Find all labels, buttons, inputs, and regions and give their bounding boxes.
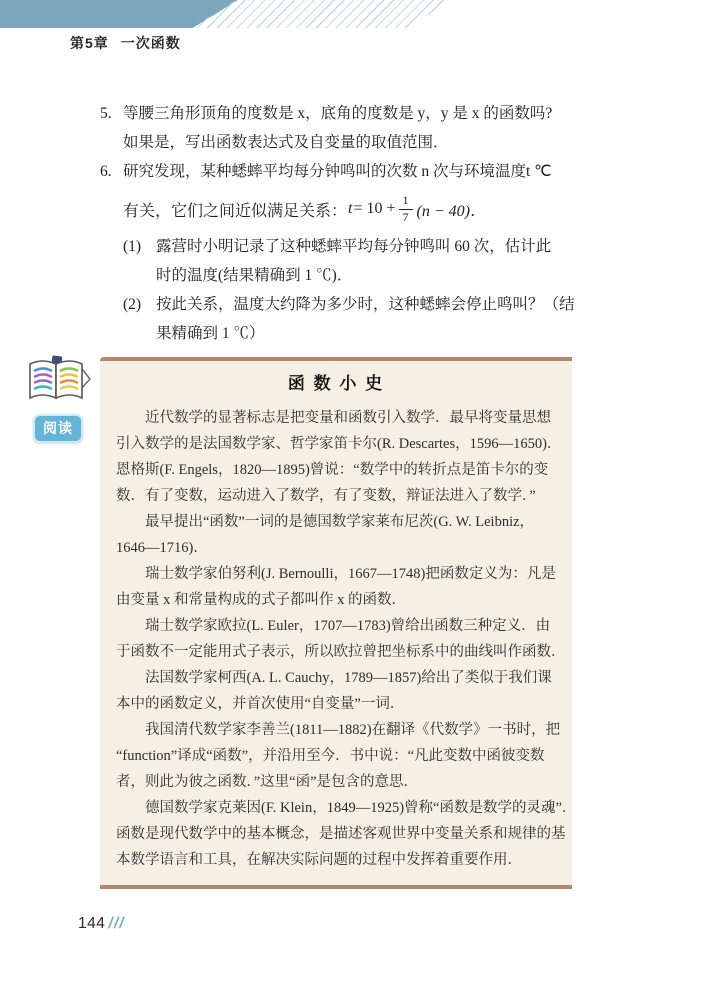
problem-line: 露营时小明记录了这种蟋蟀平均每分钟鸣叫 60 次，估计此 — [156, 238, 552, 255]
reading-line: 恩格斯(F. Engels，1820—1895)曾说：“数学中的转折点是笛卡尔的变 — [116, 462, 549, 478]
subpart-number: (1) — [123, 238, 142, 255]
subpart-text — [156, 232, 586, 290]
problem-number: 6. — [100, 163, 112, 180]
reading-line: 本中的函数定义，并首次使用“自变量”一词． — [116, 696, 405, 712]
formula-variable: t — [348, 200, 353, 217]
formula-line — [123, 186, 586, 232]
problem-line: 等腰三角形顶角的度数是 x，底角的度数是 y，y 是 x 的函数吗? — [123, 105, 553, 122]
reading-book-icon — [24, 355, 92, 407]
reading-line: 近代数学的显著标志是把变量和函数引入数学．最早将变量思想 — [145, 410, 551, 426]
problem-text — [123, 99, 586, 157]
reading-marker — [20, 355, 96, 443]
subpart-text — [156, 290, 586, 348]
problem-line: 按此关系，温度大约降为多少时，这种蟋蟀会停止鸣叫？（结 — [156, 296, 575, 313]
problem-line: 如果是，写出函数表达式及自变量的取值范围． — [123, 134, 449, 151]
subpart-number: (2) — [123, 296, 142, 313]
problem-number: 5. — [100, 105, 112, 122]
footer-slashes: /// — [108, 915, 125, 932]
formula-prefix: 有关，它们之间近似满足关系： — [123, 202, 348, 220]
reading-line: 瑞士数学家欧拉(L. Euler，1707—1783)曾给出函数三种定义．由 — [145, 618, 551, 634]
reading-line: 最早提出“函数”一词的是德国数学家莱布尼茨(G. W. Leibniz， — [145, 514, 535, 530]
problem-5 — [100, 99, 586, 157]
reading-line: 我国清代数学家李善兰(1811—1882)在翻译《代数学》一书时，把 — [145, 722, 561, 738]
reading-box-title: 函 数 小 史 — [287, 374, 385, 393]
chapter-heading — [70, 33, 181, 53]
problem-text — [123, 157, 586, 348]
reading-line: 者，则此为彼之函数．”这里“函”是包含的意思． — [116, 774, 419, 790]
page-number: 144 — [78, 915, 106, 932]
reading-box — [100, 357, 577, 889]
problem-line: 时的温度(结果精确到 1 ℃)． — [156, 267, 353, 284]
reading-line: “function”译成“函数”，并沿用至今．书中说：“凡此变数中函彼变数 — [116, 748, 545, 764]
reading-line: 数．有了变数，运动进入了数学，有了变数，辩证法进入了数学．” — [116, 488, 536, 504]
problem-list — [100, 99, 586, 348]
problem-6-part-2 — [123, 290, 586, 348]
reading-line: 法国数学家柯西(A. L. Cauchy，1789—1857)给出了类似于我们课 — [145, 670, 552, 686]
formula-suffix: (n − 40)． — [416, 202, 486, 220]
reading-line: 本数学语言和工具，在解决实际问题的过程中发挥着重要作用． — [116, 852, 522, 868]
reading-line: 函数是现代数学中的基本概念，是描述客观世界中变量关系和规律的基 — [116, 826, 566, 842]
chapter-title: 一次函数 — [120, 35, 181, 51]
chapter-number: 第5章 — [70, 35, 109, 51]
reading-line: 瑞士数学家伯努利(J. Bernoulli，1667—1748)把函数定义为：凡是 — [145, 566, 556, 582]
reading-line: 1646—1716)． — [116, 540, 208, 556]
fraction — [399, 194, 413, 225]
reading-line: 于函数不一定能用式子表示，所以欧拉曾把坐标系中的曲线叫作函数． — [116, 644, 566, 660]
problem-line: 研究发现，某种蟋蟀平均每分钟鸣叫的次数 n 次与环境温度t ℃ — [123, 163, 552, 180]
formula-mid: = 10 + — [353, 200, 396, 217]
reading-badge: 阅读 — [33, 414, 83, 443]
fraction-numerator: 1 — [399, 194, 413, 210]
reading-line: 德国数学家克莱因(F. Klein，1849—1925)曾称“函数是数学的灵魂”． — [145, 800, 577, 816]
reading-line: 由变量 x 和常量构成的式子都叫作 x 的函数． — [116, 592, 406, 608]
problem-6 — [100, 157, 586, 348]
problem-line: 果精确到 1 ℃） — [156, 325, 265, 342]
problem-6-part-1 — [123, 232, 586, 290]
page-footer — [78, 915, 125, 933]
reading-line: 引入数学的是法国数学家、哲学家笛卡尔(R. Descartes，1596—1650)． — [116, 436, 562, 452]
fraction-denominator: 7 — [402, 209, 409, 224]
